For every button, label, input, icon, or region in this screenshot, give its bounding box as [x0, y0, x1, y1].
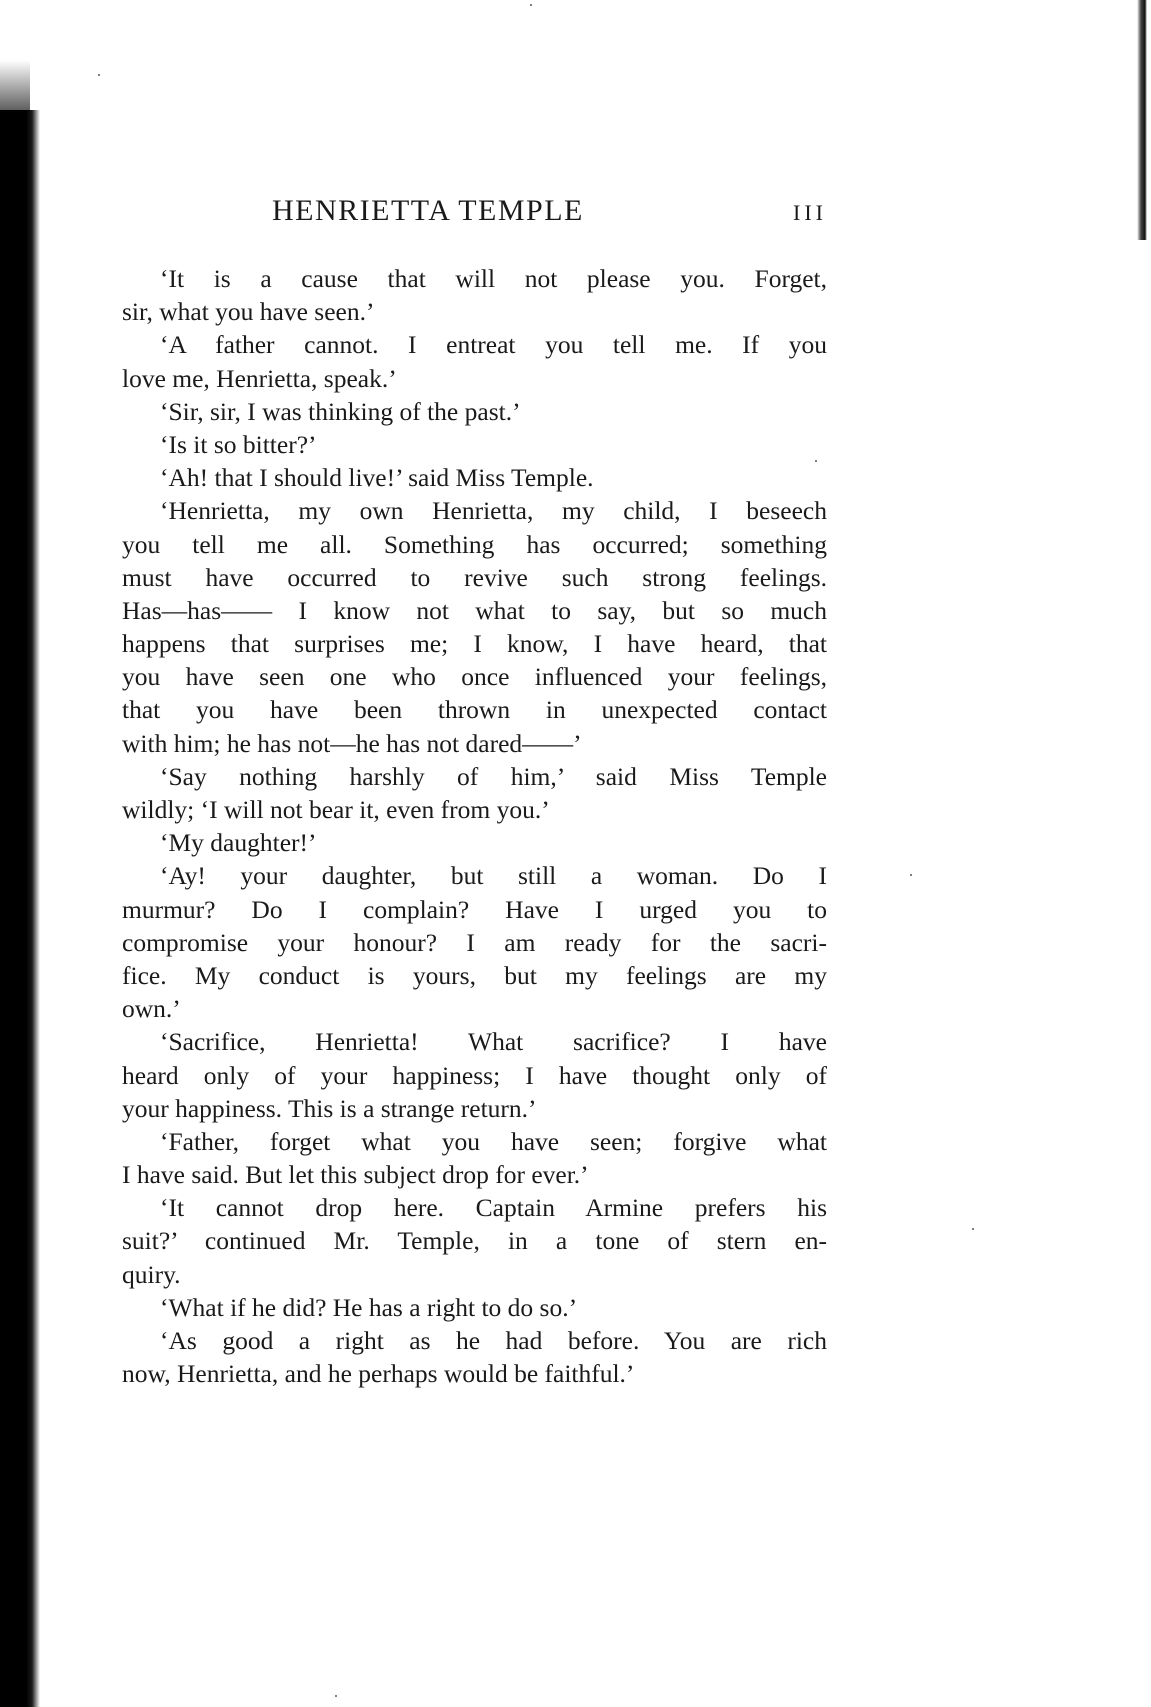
scan-binding-edge: [0, 110, 40, 1707]
scan-speck: [910, 874, 912, 876]
text-line: your happiness. This is a strange return.’: [122, 1093, 537, 1123]
text-line: ‘A father cannot. I entreat you tell me. If you: [160, 330, 827, 360]
text-line: ‘It cannot drop here. Captain Armine prefers his: [160, 1193, 827, 1223]
text-line: suit?’ continued Mr. Temple, in a tone of stern en-: [122, 1226, 827, 1256]
text-line: you tell me all. Something has occurred; something: [122, 529, 827, 559]
page-number: III: [793, 200, 827, 225]
scan-speck: [972, 1228, 974, 1230]
text-line: quiry.: [122, 1259, 181, 1289]
text-line: with him; he has not—he has not dared——’: [122, 728, 582, 758]
text-line: must have occurred to revive such strong feelings.: [122, 562, 827, 592]
text-line: ‘Ay! your daughter, but still a woman. Do I: [160, 861, 827, 891]
text-line: heard only of your happiness; I have thought only of: [122, 1060, 827, 1090]
text-line: ‘Father, forget what you have seen; forgive what: [160, 1126, 827, 1156]
text-line: ‘Say nothing harshly of him,’ said Miss Temple: [160, 761, 827, 791]
text-line: wildly; ‘I will not bear it, even from you.’: [122, 795, 550, 824]
text-line: ‘Is it so bitter?’: [160, 429, 317, 459]
text-line: ‘Ah! that I should live!’ said Miss Temple.: [160, 463, 594, 493]
body-text: [122, 262, 827, 1390]
text-line: ‘Sir, sir, I was thinking of the past.’: [160, 396, 521, 426]
text-line: murmur? Do I complain? Have I urged you to: [122, 894, 827, 924]
text-line: you have seen one who once influenced your feelings,: [122, 662, 827, 692]
scan-page-edge: [1137, 0, 1151, 240]
text-line: love me, Henrietta, speak.’: [122, 363, 397, 393]
page-header-title: HENRIETTA TEMPLE: [272, 194, 584, 227]
running-head: [122, 194, 827, 238]
text-line: I have said. But let this subject drop for ever.’: [122, 1160, 589, 1190]
scan-speck: [98, 74, 100, 76]
text-line: ‘It is a cause that will not please you. Forget,: [160, 264, 827, 293]
text-line: ‘What if he did? He has a right to do so.’: [160, 1292, 578, 1322]
text-line: ‘Sacrifice, Henrietta! What sacrifice? I have: [160, 1027, 827, 1057]
scan-speck: [530, 4, 532, 6]
text-line: that you have been thrown in unexpected contact: [122, 695, 827, 725]
text-line: own.’: [122, 994, 181, 1024]
text-line: happens that surprises me; I know, I have heard, that: [122, 629, 827, 659]
scan-speck: [335, 1695, 337, 1697]
text-line: Has—has—— I know not what to say, but so much: [122, 595, 827, 625]
text-line: now, Henrietta, and he perhaps would be faithful.’: [122, 1359, 635, 1389]
text-line: ‘Henrietta, my own Henrietta, my child, I beseech: [160, 496, 827, 526]
text-line: ‘As good a right as he had before. You are rich: [160, 1326, 827, 1355]
text-line: sir, what you have seen.’: [122, 297, 375, 327]
text-line: compromise your honour? I am ready for the sacri-: [122, 927, 827, 957]
text-line: ‘My daughter!’: [160, 828, 317, 858]
text-line: fice. My conduct is yours, but my feelings are my: [122, 960, 827, 990]
